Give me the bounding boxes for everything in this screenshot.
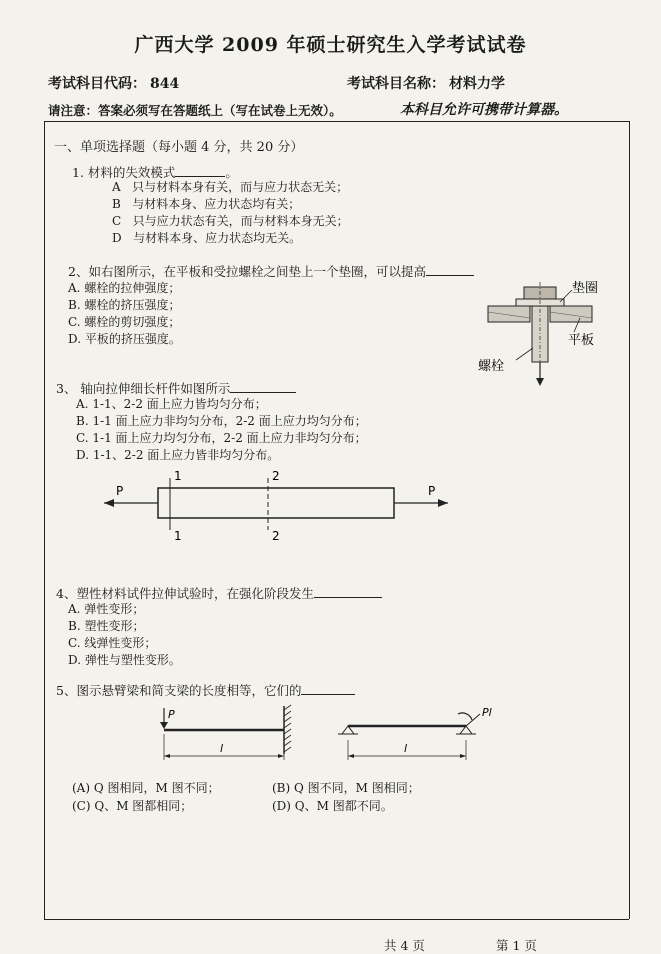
right-force-arrow (438, 499, 448, 507)
q2-option-c-letter: C. (68, 315, 81, 329)
q4-option-c-text: 线弹性变形； (84, 636, 157, 650)
subject-name-value: 材料力学 (449, 76, 505, 92)
q1-option-a-letter: A (112, 180, 121, 194)
q3-option-b (76, 413, 367, 430)
subject-name (347, 73, 505, 93)
q5-option-d: (D) Q、M 图都不同。 (272, 799, 393, 813)
q2-option-c-text: 螺栓的剪切强度； (84, 315, 181, 329)
q3-option-c-letter: C. (76, 431, 89, 445)
q3-options (76, 396, 367, 464)
q3-blank (230, 392, 296, 393)
right-plate (550, 306, 592, 322)
q4-option-c-letter: C. (68, 636, 81, 650)
sec2-bottom-label: 2 (272, 529, 280, 543)
q2-option-a (68, 280, 181, 297)
q3-option-d (76, 447, 367, 464)
q1-option-d-letter: D (112, 231, 122, 245)
bolt-label: 螺栓 (478, 359, 505, 374)
exam-title: 广西大学 2009 年硕士研究生入学考试试卷 (134, 34, 527, 56)
q3-option-a (76, 396, 367, 413)
q2-option-b-letter: B. (68, 298, 81, 312)
q3-option-c-text: 1-1 面上应力均匀分布，2-2 面上应力非均匀分布； (92, 431, 367, 445)
moment-load-label: Pl (482, 706, 492, 719)
q4-option-b (68, 618, 181, 635)
force-right-label: P (428, 484, 436, 498)
q2-option-a-letter: A. (68, 281, 81, 295)
frame-left-line (44, 121, 45, 919)
q5-cantilever-figure (160, 704, 300, 770)
q1-blank (175, 176, 225, 177)
q1-options (112, 179, 349, 247)
q5-option-a: (A) Q 图相同，M 图不同； (72, 781, 220, 795)
q1-option-b-letter: B (112, 197, 121, 211)
subject-code (48, 73, 179, 93)
notice-text: 请注意：答案必须写在答题纸上（写在试卷上无效）。 (48, 103, 342, 118)
q1-option-b-text: 与材料本身、应力状态均有关； (132, 197, 301, 211)
plate-label: 平板 (568, 333, 595, 348)
q3-option-a-letter: A. (76, 397, 89, 411)
force-left-label: P (116, 484, 124, 498)
q4-option-d (68, 652, 181, 669)
simple-length-label: l (404, 742, 408, 755)
frame-right-line (629, 121, 630, 919)
q4-blank (314, 597, 382, 598)
q1-option-c-letter: C (112, 214, 122, 228)
q4-option-d-letter: D. (68, 653, 82, 667)
q2-blank (426, 275, 474, 276)
q2-bolt-figure (480, 278, 620, 390)
subject-code-value: 844 (150, 76, 180, 92)
question-5 (56, 681, 355, 699)
q2-option-c (68, 314, 181, 331)
bolt-arrow (536, 378, 544, 386)
q4-option-a-letter: A. (68, 602, 81, 616)
q4-stem: 4、塑性材料试件拉伸试验时，在强化阶段发生 (56, 586, 314, 601)
q4-option-a (68, 601, 181, 618)
q2-option-d-letter: D. (68, 332, 82, 346)
q3-bar-figure (104, 468, 454, 542)
q2-stem: 2、如右图所示，在平板和受拉螺栓之间垫上一个垫圈，可以提高 (68, 264, 426, 279)
question-4 (56, 584, 382, 602)
q2-option-a-text: 螺栓的拉伸强度； (84, 281, 181, 295)
q2-option-d-text: 平板的挤压强度。 (84, 332, 181, 346)
q1-option-d (112, 230, 349, 247)
cantilever-load-arrow (160, 722, 168, 729)
washer-label: 垫圈 (572, 281, 599, 296)
frame-top-line (44, 121, 629, 122)
q3-stem: 3、 轴向拉伸细长杆件如图所示 (56, 381, 231, 396)
q3-option-b-text: 1-1 面上应力非均匀分布，2-2 面上应力均匀分布； (92, 414, 367, 428)
q3-option-d-letter: D. (76, 448, 90, 462)
q1-option-b (112, 196, 349, 213)
bar-body (158, 488, 394, 518)
subject-name-label: 考试科目名称： (347, 76, 445, 92)
q4-option-c (68, 635, 181, 652)
left-plate (488, 306, 530, 322)
q1-option-a-text: 只与材料本身有关，而与应力状态无关； (132, 180, 349, 194)
q1-stem-end: 。 (225, 165, 238, 180)
sec2-top-label: 2 (272, 469, 280, 483)
q5-option-b: (B) Q 图不同，M 图相同； (272, 781, 420, 795)
q4-options (68, 601, 181, 669)
q3-option-a-text: 1-1、2-2 面上应力皆均匀分布； (92, 397, 267, 411)
q1-option-a (112, 179, 349, 196)
subject-code-label: 考试科目代码： (48, 76, 146, 92)
q5-simple-beam-figure (338, 704, 498, 770)
q4-option-b-text: 塑性变形； (84, 619, 145, 633)
q4-option-a-text: 弹性变形； (84, 602, 145, 616)
q2-option-b (68, 297, 181, 314)
question-3 (56, 379, 296, 397)
cantilever-length-label: l (220, 742, 224, 755)
q4-option-d-text: 弹性与塑性变形。 (84, 653, 181, 667)
handwritten-note: 本科目允许可携带计算器。 (400, 102, 568, 118)
q2-option-d (68, 331, 181, 348)
q3-option-c (76, 430, 367, 447)
left-force-arrow (104, 499, 114, 507)
q1-option-c-text: 只与应力状态有关，而与材料本身无关； (132, 214, 349, 228)
cantilever-load-label: P (168, 708, 175, 721)
q2-options (68, 280, 181, 348)
sec1-top-label: 1 (174, 469, 182, 483)
q1-option-d-text: 与材料本身、应力状态均无关。 (133, 231, 302, 245)
section-heading: 一、单项选择题（每小题 4 分，共 20 分） (54, 140, 304, 155)
frame-bottom-line (44, 919, 629, 920)
q1-option-c (112, 213, 349, 230)
q5-stem: 5、图示悬臂梁和简支梁的长度相等，它们的 (56, 683, 302, 698)
question-2 (68, 262, 474, 280)
moment-arrow (458, 713, 472, 720)
q4-option-b-letter: B. (68, 619, 81, 633)
total-pages: 共 4 页 (384, 938, 425, 953)
q3-option-d-text: 1-1、2-2 面上应力皆非均匀分布。 (92, 448, 280, 462)
sec1-bottom-label: 1 (174, 529, 182, 543)
q2-option-b-text: 螺栓的挤压强度； (84, 298, 181, 312)
q5-blank (301, 694, 355, 695)
q5-option-c: (C) Q、M 图都相同； (72, 799, 193, 813)
q1-stem: 1. 材料的失效模式 (72, 165, 176, 180)
q3-option-b-letter: B. (76, 414, 89, 428)
page-number: 第 1 页 (496, 938, 537, 953)
